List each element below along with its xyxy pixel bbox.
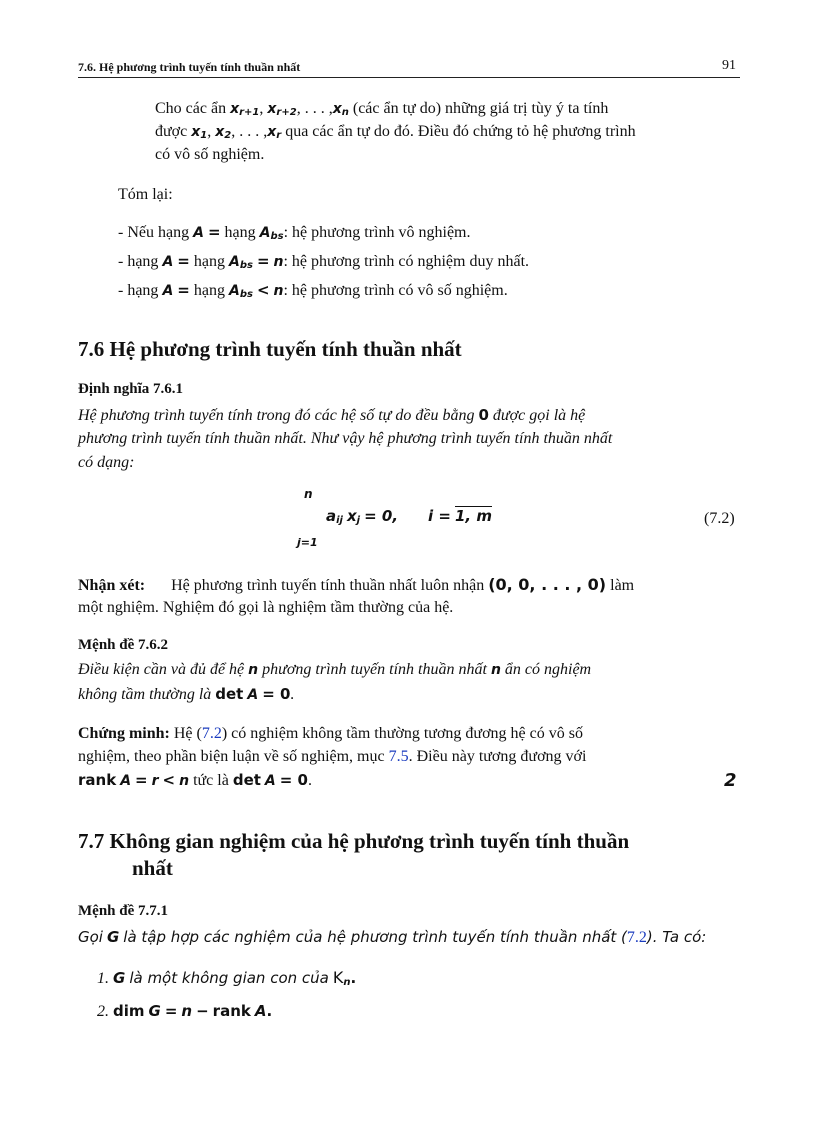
equation-7-2-link[interactable]: 7.2 (201, 725, 222, 742)
summary-title: Tóm lại: (118, 186, 173, 203)
summary-item-3: - hạng A = hạng Abs < n: hệ phương trình có vô số nghiệm. (118, 281, 508, 300)
section-7-7-heading-line-1: 7.7 Không gian nghiệm của hệ phương trình tuyến tính thuần (78, 829, 630, 853)
proof-line-3: rank A = r < n tức là det A = 0. (78, 771, 312, 789)
summary-item-2: - hạng A = hạng Abs = n: hệ phương trình có nghiệm duy nhất. (118, 252, 530, 271)
sum-lower-limit: j=1 (297, 536, 318, 549)
equation-7-2-link-2[interactable]: 7.2 (626, 929, 647, 946)
proof-line-2: nghiệm, theo phần biện luận về số nghiệm, mục 7.5. Điều này tương đương với (78, 748, 587, 765)
proposition-7-7-1-line-1: Gọi G là tập hợp các nghiệm của hệ phương trình tuyến tính thuần nhất (7.2). Ta có: (78, 928, 707, 946)
definition-line-2: phương trình tuyến tính thuần nhất. Như vậy hệ phương trình tuyến tính thuần nhất (78, 430, 613, 447)
proposition-7-6-2-label: Mệnh đề 7.6.2 (78, 637, 168, 653)
definition-line-1: Hệ phương trình tuyến tính trong đó các hệ số tự do đều bằng 0 được gọi là hệ (78, 406, 586, 424)
remark-line-1: Nhận xét: Hệ phương trình tuyến tính thuần nhất luôn nhận (0, 0, . . . , 0) làm (78, 575, 635, 594)
proposition-7-6-2-line-2: không tầm thường là det A = 0. (78, 685, 295, 703)
equation-body: aij xj = 0, i = 1, m (326, 507, 492, 526)
intro-line-3: có vô số nghiệm. (155, 146, 265, 163)
section-7-5-link[interactable]: 7.5 (388, 748, 409, 765)
page-number: 91 (722, 58, 736, 73)
definition-label: Định nghĩa 7.6.1 (78, 381, 184, 397)
proposition-item-2: 2. dim G = n − rank A. (97, 1002, 273, 1020)
qed-mark: 2 (724, 770, 737, 791)
intro-line-1: Cho các ẩn xr+1, xr+2, . . . ,xn (các ẩn tự do) những giá trị tùy ý ta tính (155, 100, 609, 118)
definition-line-3: có dạng: (78, 454, 135, 471)
intro-line-2: được x1, x2, . . . ,xr qua các ẩn tự do đó. Điều đó chứng tỏ hệ phương trình (155, 123, 636, 141)
running-header-title: 7.6. Hệ phương trình tuyến tính thuần nhất (78, 60, 301, 74)
proof-line-1: Chứng minh: Hệ (7.2) có nghiệm không tầm thường tương đương hệ có vô số (78, 725, 583, 742)
summary-item-1: - Nếu hạng A = hạng Abs: hệ phương trình vô nghiệm. (118, 223, 471, 242)
proposition-7-6-2-line-1: Điều kiện cần và đủ để hệ n phương trình tuyến tính thuần nhất n ẩn có nghiệm (78, 661, 592, 678)
proposition-7-7-1-label: Mệnh đề 7.7.1 (78, 903, 168, 919)
proposition-item-1: 1. G là một không gian con của Kn. (97, 968, 357, 988)
sum-upper-limit: n (304, 487, 313, 501)
remark-line-2: một nghiệm. Nghiệm đó gọi là nghiệm tầm thường của hệ. (78, 599, 454, 616)
section-7-7-heading-line-2: nhất (132, 856, 173, 880)
section-7-6-heading: 7.6 Hệ phương trình tuyến tính thuần nhất (78, 337, 462, 361)
equation-number: (7.2) (704, 510, 735, 527)
header-rule (78, 77, 740, 78)
